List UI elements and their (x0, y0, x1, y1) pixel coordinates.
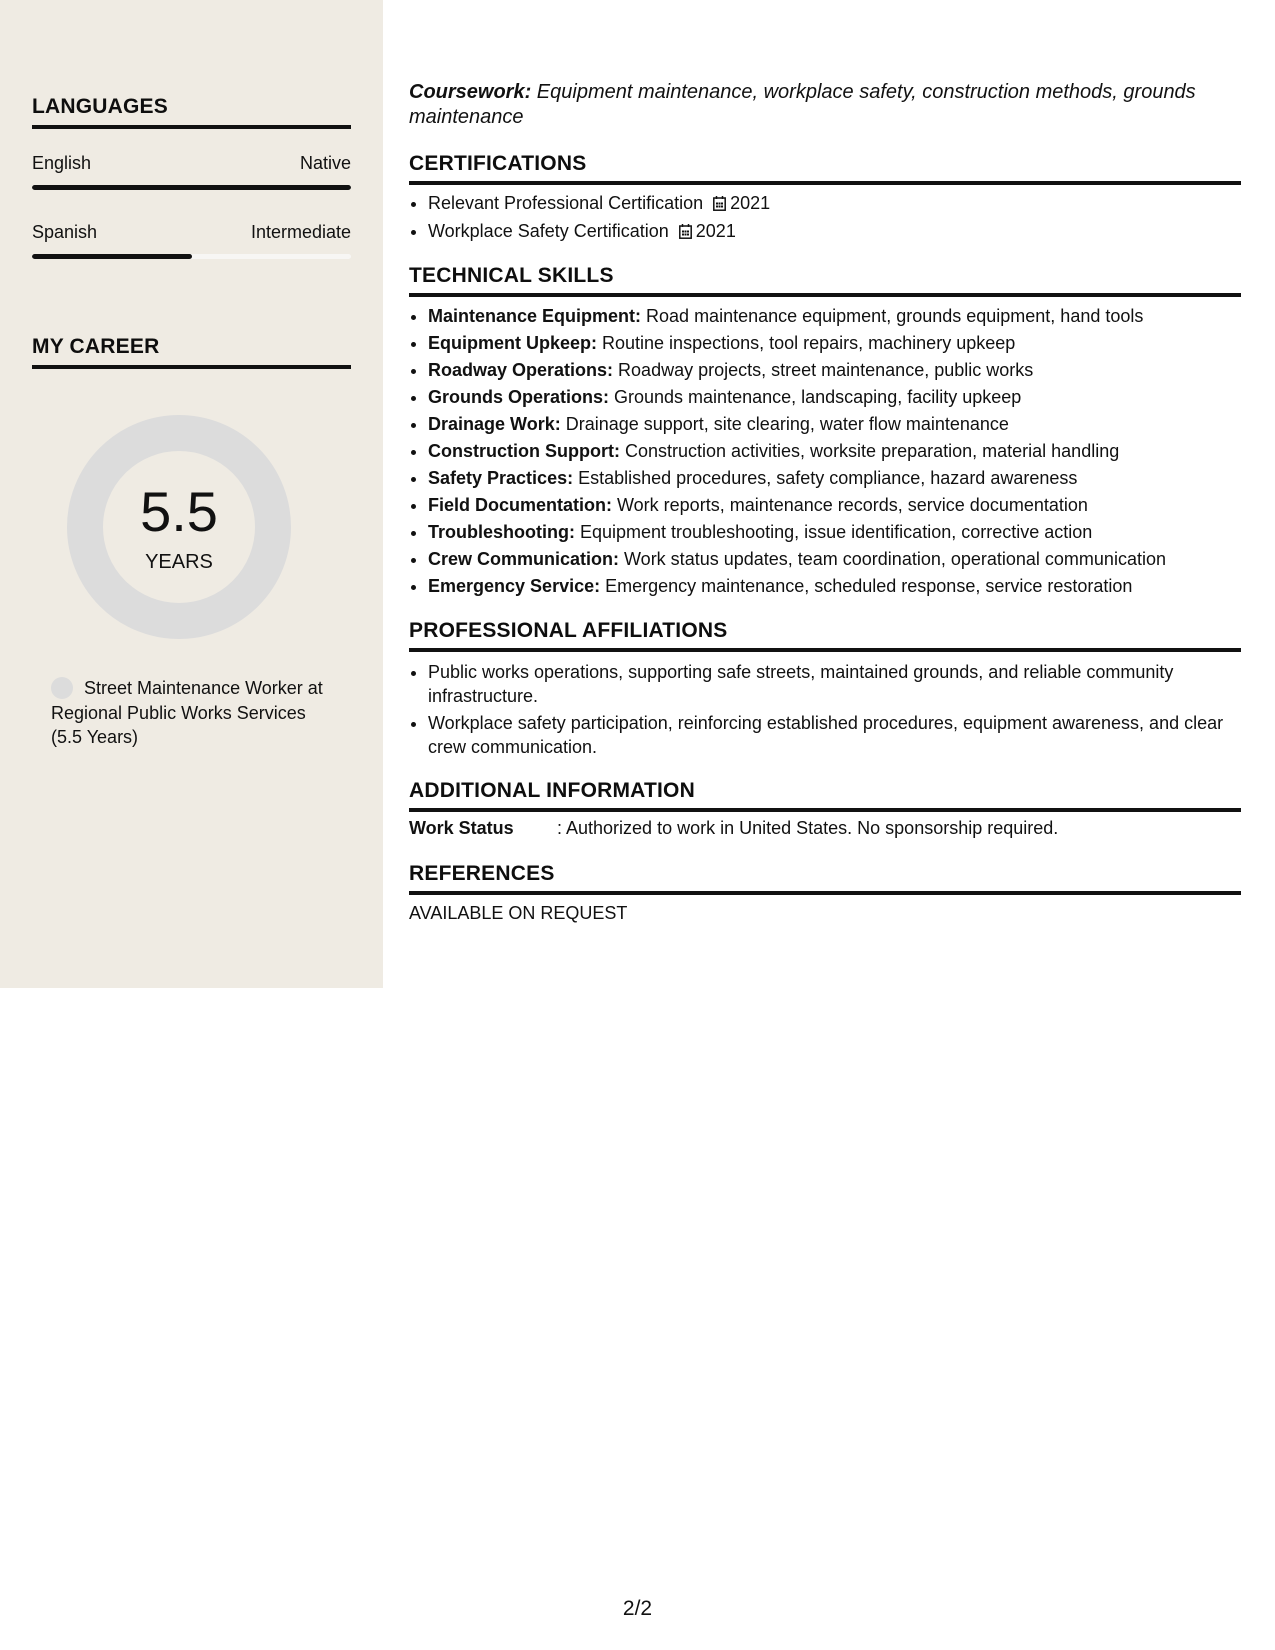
skill-text: Work reports, maintenance records, service documentation (612, 495, 1088, 515)
work-status-key: Work Status (409, 818, 514, 838)
calendar-icon (713, 196, 726, 211)
skill-text: Grounds maintenance, landscaping, facility upkeep (609, 387, 1022, 407)
additional-info-heading: ADDITIONAL INFORMATION (409, 779, 1241, 812)
language-proficiency-bar (32, 185, 351, 190)
skill-label: Drainage Work: (428, 414, 561, 434)
skill-label: Equipment Upkeep: (428, 333, 598, 353)
skill-item (428, 467, 1241, 490)
affiliation-item: • Workplace safety participation, reinforcing established procedures, equipment awareness, and clear crew communication. (428, 711, 1241, 759)
skill-text: Emergency maintenance, scheduled response, service restoration (600, 576, 1133, 596)
certification-name: Workplace Safety Certification (428, 221, 669, 241)
skill-text: Drainage support, site clearing, water flow maintenance (560, 414, 1009, 434)
language-proficiency-fill (32, 254, 192, 259)
affiliations-heading: PROFESSIONAL AFFILIATIONS (409, 619, 1241, 652)
work-status-value: : Authorized to work in United States. No sponsorship required. (557, 818, 1059, 838)
skill-text: Work status updates, team coordination, operational communication (619, 549, 1166, 569)
career-years-ring (67, 415, 291, 639)
career-item-text: Street Maintenance Worker at Regional Public Works Services (5.5 Years) (51, 678, 323, 747)
skill-label: Emergency Service: (428, 576, 601, 596)
skill-label: Troubleshooting: (428, 522, 575, 542)
certifications-heading: CERTIFICATIONS (409, 152, 1241, 185)
certification-item (428, 220, 1241, 243)
career-years-unit: YEARS (145, 551, 213, 573)
skill-text: Construction activities, worksite preparation, material handling (619, 441, 1120, 461)
skill-label: Safety Practices: (428, 468, 574, 488)
skill-item (428, 494, 1241, 517)
skill-label: Construction Support: (428, 441, 620, 461)
technical-skills-heading: TECHNICAL SKILLS (409, 264, 1241, 297)
calendar-icon (679, 224, 692, 239)
skill-label: Field Documentation: (428, 495, 612, 515)
career-dot-icon (51, 677, 73, 699)
skill-text: Routine inspections, tool repairs, machinery upkeep (597, 333, 1016, 353)
skill-text: Equipment troubleshooting, issue identification, corrective action (574, 522, 1093, 542)
language-proficiency-bar (32, 254, 351, 259)
affiliation-item: • Public works operations, supporting safe streets, maintained grounds, and reliable community infrastructure. (428, 660, 1241, 708)
skill-item (428, 548, 1241, 571)
skill-label: Maintenance Equipment: (428, 306, 642, 326)
skill-item (428, 386, 1241, 409)
certifications-list (409, 192, 1241, 248)
technical-skills-list (409, 305, 1241, 602)
skill-label: Grounds Operations: (428, 387, 610, 407)
language-level: Intermediate (250, 222, 351, 242)
language-level: Native (299, 153, 351, 173)
language-proficiency-fill (32, 185, 351, 190)
skill-text: Established procedures, safety compliance, hazard awareness (573, 468, 1078, 488)
language-name: English (32, 153, 92, 173)
coursework-label: Coursework: (409, 81, 532, 103)
affiliations-list (409, 660, 1241, 762)
skill-label: Crew Communication: (428, 549, 620, 569)
certification-item (428, 192, 1241, 215)
skill-item (428, 440, 1241, 463)
coursework-text: Equipment maintenance, workplace safety, construction methods, grounds maintenance (409, 81, 1196, 128)
page-number: 2/2 (622, 1597, 653, 1620)
skill-item (428, 575, 1241, 598)
certification-year: 2021 (730, 193, 771, 213)
career-years-value: 5.5 (140, 480, 218, 543)
skill-text: Roadway projects, street maintenance, public works (613, 360, 1034, 380)
skill-label: Roadway Operations: (428, 360, 614, 380)
skill-item (428, 521, 1241, 544)
career-list-item (51, 676, 331, 750)
skill-item (428, 413, 1241, 436)
references-heading: REFERENCES (409, 862, 1241, 895)
languages-heading: LANGUAGES (32, 95, 351, 129)
references-text: AVAILABLE ON REQUEST (409, 903, 628, 923)
skill-item (428, 359, 1241, 382)
language-name: Spanish (32, 222, 98, 242)
career-heading: MY CAREER (32, 335, 351, 369)
coursework (409, 80, 1241, 129)
skill-item (428, 305, 1241, 328)
certification-name: Relevant Professional Certification (428, 193, 704, 213)
skill-item (428, 332, 1241, 355)
certification-year: 2021 (695, 221, 736, 241)
skill-text: Road maintenance equipment, grounds equipment, hand tools (641, 306, 1144, 326)
sidebar (0, 0, 383, 988)
